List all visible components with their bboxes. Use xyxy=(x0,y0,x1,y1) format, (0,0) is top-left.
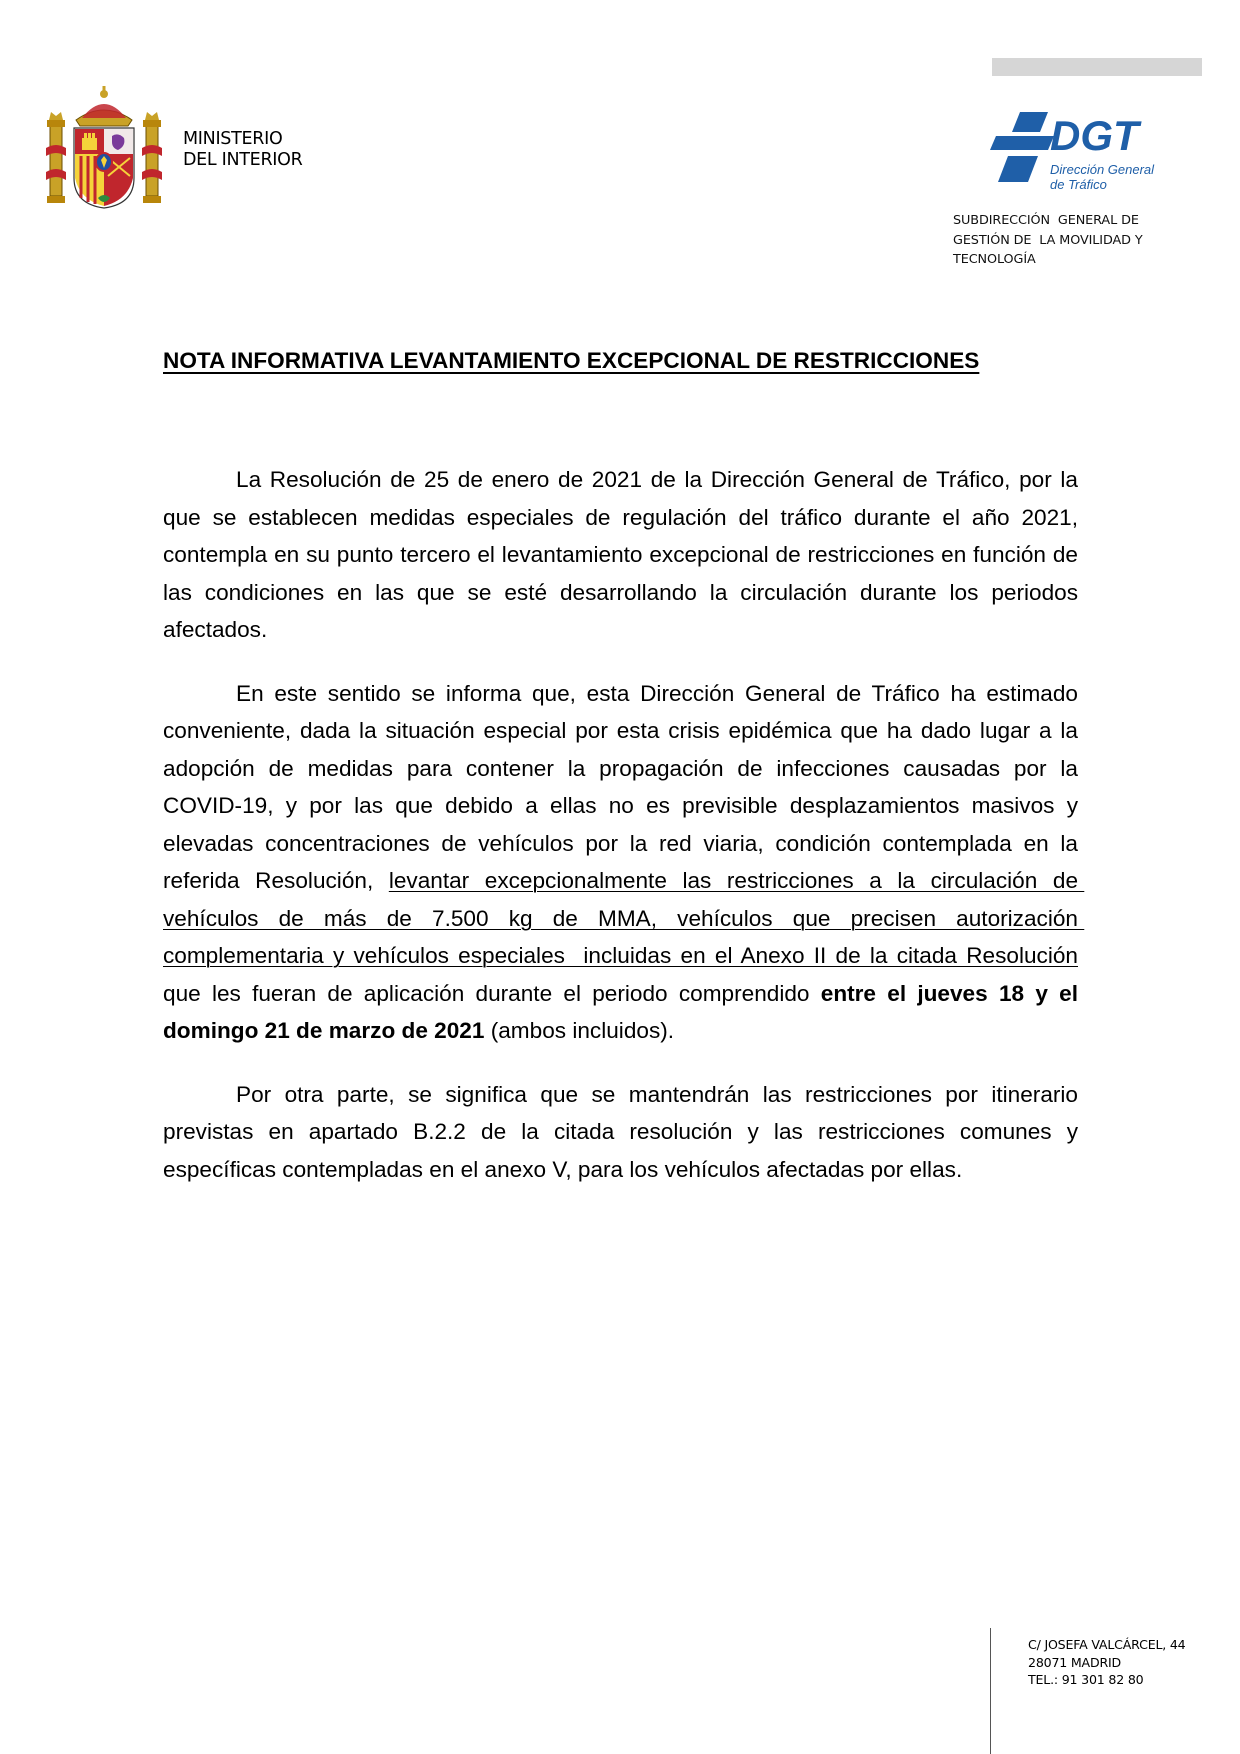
footer-street: C/ JOSEFA VALCÁRCEL, 44 xyxy=(1028,1637,1186,1652)
footer-city: 28071 MADRID xyxy=(1028,1654,1122,1670)
footer-divider xyxy=(990,1628,991,1754)
dgt-tagline-line-2: de Tráfico xyxy=(1050,177,1107,192)
document-body xyxy=(163,461,1085,1214)
ministry-line-2: DEL INTERIOR xyxy=(183,150,303,170)
dgt-cross-icon xyxy=(990,112,1054,182)
paragraph-2-part-1: En este sentido se informa que, esta Dirección General de Tráfico ha estimado conveniente, dada la situación especial por esta crisis epidémica que ha dado lugar a la adopción de medidas para contener la propagación de infecciones causadas por la COVID-19, y por las que debido a ellas no es previsible desplazamientos masivos y elevadas concentraciones de vehículos por la red viaria, condición contemplada en la referida Resolución, xyxy=(163,680,1078,893)
ministry-line-1: MINISTERIO xyxy=(183,129,283,149)
dgt-logo-text: DGT xyxy=(1050,112,1139,159)
dgt-tagline-line-1: Dirección General xyxy=(1050,162,1155,177)
subdirection-name xyxy=(953,211,1143,270)
footer-address xyxy=(1028,1636,1186,1689)
subdirection-line-3: TECNOLOGÍA xyxy=(953,252,1036,267)
paragraph-2-part-3: (ambos incluidos). xyxy=(484,1018,675,1043)
paragraph-2-bold-dates: entre el jueves 18 y el domingo 21 de marzo de 2021 xyxy=(163,980,1078,1043)
paragraph-2-underlined: levantar excepcionalmente las restricciones a la circulación de vehículos de más de 7.500 kg de MMA, vehículos que precisen autorización complementaria y vehículos especiales incluidas en el Anexo II de la citada Resolución xyxy=(163,868,1085,968)
paragraph-3: Por otra parte, se significa que se mantendrán las restricciones por itinerario previstas en apartado B.2.2 de la citada resolución y las restricciones comunes y específicas contempladas en el anexo V, para los vehículos afectadas por ellas. xyxy=(163,1081,1078,1182)
paragraph-1: La Resolución de 25 de enero de 2021 de la Dirección General de Tráfico, por la que se establecen medidas especiales de regulación del tráfico durante el año 2021, contempla en su punto tercero el levantamiento excepcional de restricciones en función de las condiciones en las que se esté desarrollando la circulación durante los periodos afectados. xyxy=(163,467,1078,642)
ministry-name xyxy=(183,129,303,171)
header-top-bar xyxy=(992,58,1202,76)
subdirection-line-2: GESTIÓN DE LA MOVILIDAD Y xyxy=(953,232,1143,248)
coat-of-arms-icon xyxy=(46,86,162,210)
subdirection-line-1: SUBDIRECCIÓN GENERAL DE xyxy=(953,213,1139,228)
paragraph-2-part-2: que les fueran de aplicación durante el periodo comprendido xyxy=(163,980,821,1006)
footer-phone: TEL.: 91 301 82 80 xyxy=(1028,1672,1144,1687)
document-title: NOTA INFORMATIVA LEVANTAMIENTO EXCEPCIONAL DE RESTRICCIONES xyxy=(163,348,980,373)
dgt-logo xyxy=(990,110,1160,202)
paragraph-2 xyxy=(163,675,1085,1050)
